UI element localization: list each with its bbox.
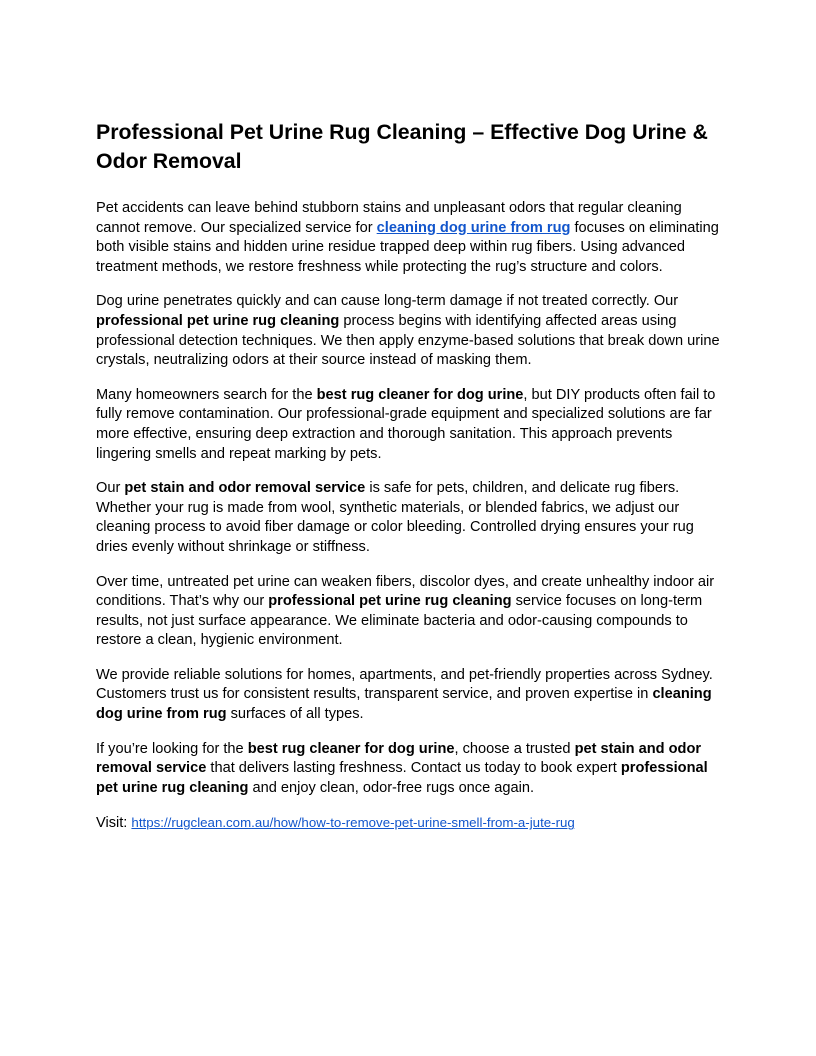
- bold-keyword: professional pet urine rug cleaning: [268, 593, 512, 610]
- bold-keyword: professional pet urine rug cleaning: [96, 312, 340, 329]
- paragraph-text: Our: [96, 480, 125, 497]
- paragraph-text: Dog urine penetrates quickly and can cause long-term damage if not treated correctly. Our: [96, 293, 679, 310]
- paragraph-text: Many homeowners search for the: [96, 386, 317, 403]
- document-page: [96, 118, 722, 849]
- paragraph-text: surfaces of all types.: [226, 706, 364, 723]
- paragraph-text: We provide reliable solutions for homes, apartments, and pet-friendly properties across Sydney. Customers trust us for consistent results, transparent service, and proven expertise in: [96, 666, 713, 703]
- bold-keyword: best rug cleaner for dog urine: [247, 740, 455, 757]
- bold-keyword: best rug cleaner for dog urine: [316, 386, 524, 403]
- paragraph-text: is safe for pets, children, and delicate rug fibers. Whether your rug is made from wool, synthetic materials, or blended fabrics, we adjust our cleaning process to avoid fiber damage or color bleeding. Controlled drying ensures your rug dries evenly without shrinkage or stiffness.: [96, 480, 694, 555]
- paragraph-text: Over time, untreated pet urine can weaken fibers, discolor dyes, and create unhealthy indoor air conditions. That’s why our: [96, 573, 715, 610]
- paragraph-safety: [96, 479, 722, 557]
- cleaning-dog-urine-link[interactable]: cleaning dog urine from rug: [376, 219, 571, 236]
- paragraph-diy: [96, 386, 722, 464]
- paragraph-text: , choose a trusted: [454, 740, 575, 757]
- bold-keyword: pet stain and odor removal service: [96, 740, 702, 777]
- bold-keyword: cleaning dog urine from rug: [96, 686, 712, 723]
- paragraph-text: If you’re looking for the: [96, 740, 248, 757]
- paragraph-damage: [96, 292, 722, 370]
- bold-keyword: professional pet urine rug cleaning: [96, 760, 708, 796]
- visit-line: [96, 813, 722, 834]
- paragraph-text: that delivers lasting freshness. Contact us today to book expert: [206, 760, 621, 777]
- paragraph-intro: [96, 199, 722, 277]
- paragraph-text: service focuses on long-term results, not just surface appearance. We eliminate bacteria and odor-causing compounds to restore a clean, hygienic environment.: [96, 593, 703, 649]
- bold-keyword: pet stain and odor removal service: [124, 480, 366, 497]
- paragraph-text: and enjoy clean, odor-free rugs once again.: [248, 779, 535, 796]
- paragraph-long-term: [96, 573, 722, 651]
- page-title: Professional Pet Urine Rug Cleaning – Effective Dog Urine & Odor Removal: [96, 120, 708, 173]
- visit-label: Visit:: [96, 815, 132, 832]
- paragraph-text: focuses on eliminating both visible stains and hidden urine residue trapped deep within rug fibers. Using advanced treatment methods, we restore freshness while protecting the rug’s structure and colors.: [96, 219, 719, 275]
- paragraph-text: process begins with identifying affected areas using professional detection techniques. We then apply enzyme-based solutions that break down urine crystals, neutralizing odors at their source instead of masking them.: [96, 312, 720, 369]
- paragraph-call-to-action: [96, 740, 722, 799]
- visit-url-link[interactable]: https://rugclean.com.au/how/how-to-remove-pet-urine-smell-from-a-jute-rug: [131, 815, 575, 831]
- paragraph-text: , but DIY products often fail to fully remove contamination. Our professional-grade equipment and specialized solutions are far more effective, ensuring deep extraction and thorough sanitation. This approach prevents lingering smells and repeat marking by pets.: [96, 386, 716, 462]
- paragraph-sydney: [96, 666, 722, 725]
- paragraph-text: Pet accidents can leave behind stubborn stains and unpleasant odors that regular cleaning cannot remove. Our specialized service for: [96, 200, 682, 236]
